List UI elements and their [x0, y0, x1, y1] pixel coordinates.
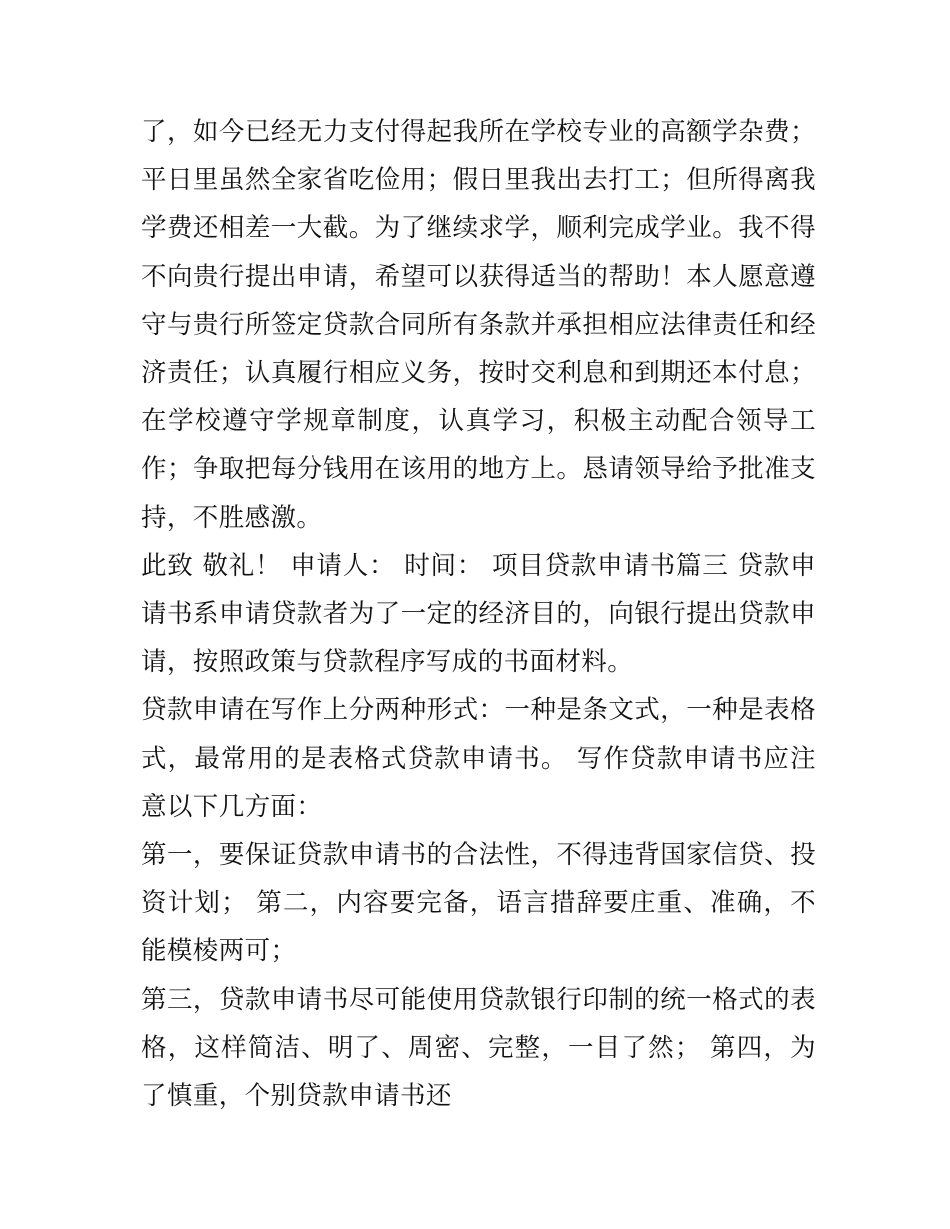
paragraph-point-three-four: 第三，贷款申请书尽可能使用贷款银行印制的统一格式的表格，这样简洁、明了、周密、完整，一目了然； 第四，为了慎重，个别贷款申请书还: [141, 984, 816, 1112]
paragraph-point-one-two: 第一，要保证贷款申请书的合法性，不得违背国家信贷、投资计划； 第二，内容要完备，语言措辞要庄重、准确，不能模棱两可；: [141, 840, 816, 967]
paragraph-forms: 贷款申请在写作上分两种形式：一种是条文式，一种是表格式，最常用的是表格式贷款申请书。 写作贷款申请书应注意以下几方面：: [141, 695, 816, 822]
paragraph-closing-and-definition: 此致 敬礼！ 申请人： 时间： 项目贷款申请书篇三 贷款申请书系申请贷款者为了一定的经济目的，向银行提出贷款申请，按照政策与贷款程序写成的书面材料。: [141, 550, 816, 678]
paragraph-loan-request-continuation: 了，如今已经无力支付得起我所在学校专业的高额学杂费；平日里虽然全家省吃俭用；假日里我出去打工；但所得离我学费还相差一大截。为了继续求学，顺利完成学业。我不得不向贵行提出申请，希望可以获得适当的帮助！本人愿意遵守与贵行所签定贷款合同所有条款并承担相应法律责任和经济责任；认真履行相应义务，按时交利息和到期还本付息；在学校遵守学规章制度，认真学习，积极主动配合领导工作；争取把每分钱用在该用的地方上。恳请领导给予批准支持，不胜感激。: [141, 117, 816, 533]
document-body: [141, 108, 816, 1120]
